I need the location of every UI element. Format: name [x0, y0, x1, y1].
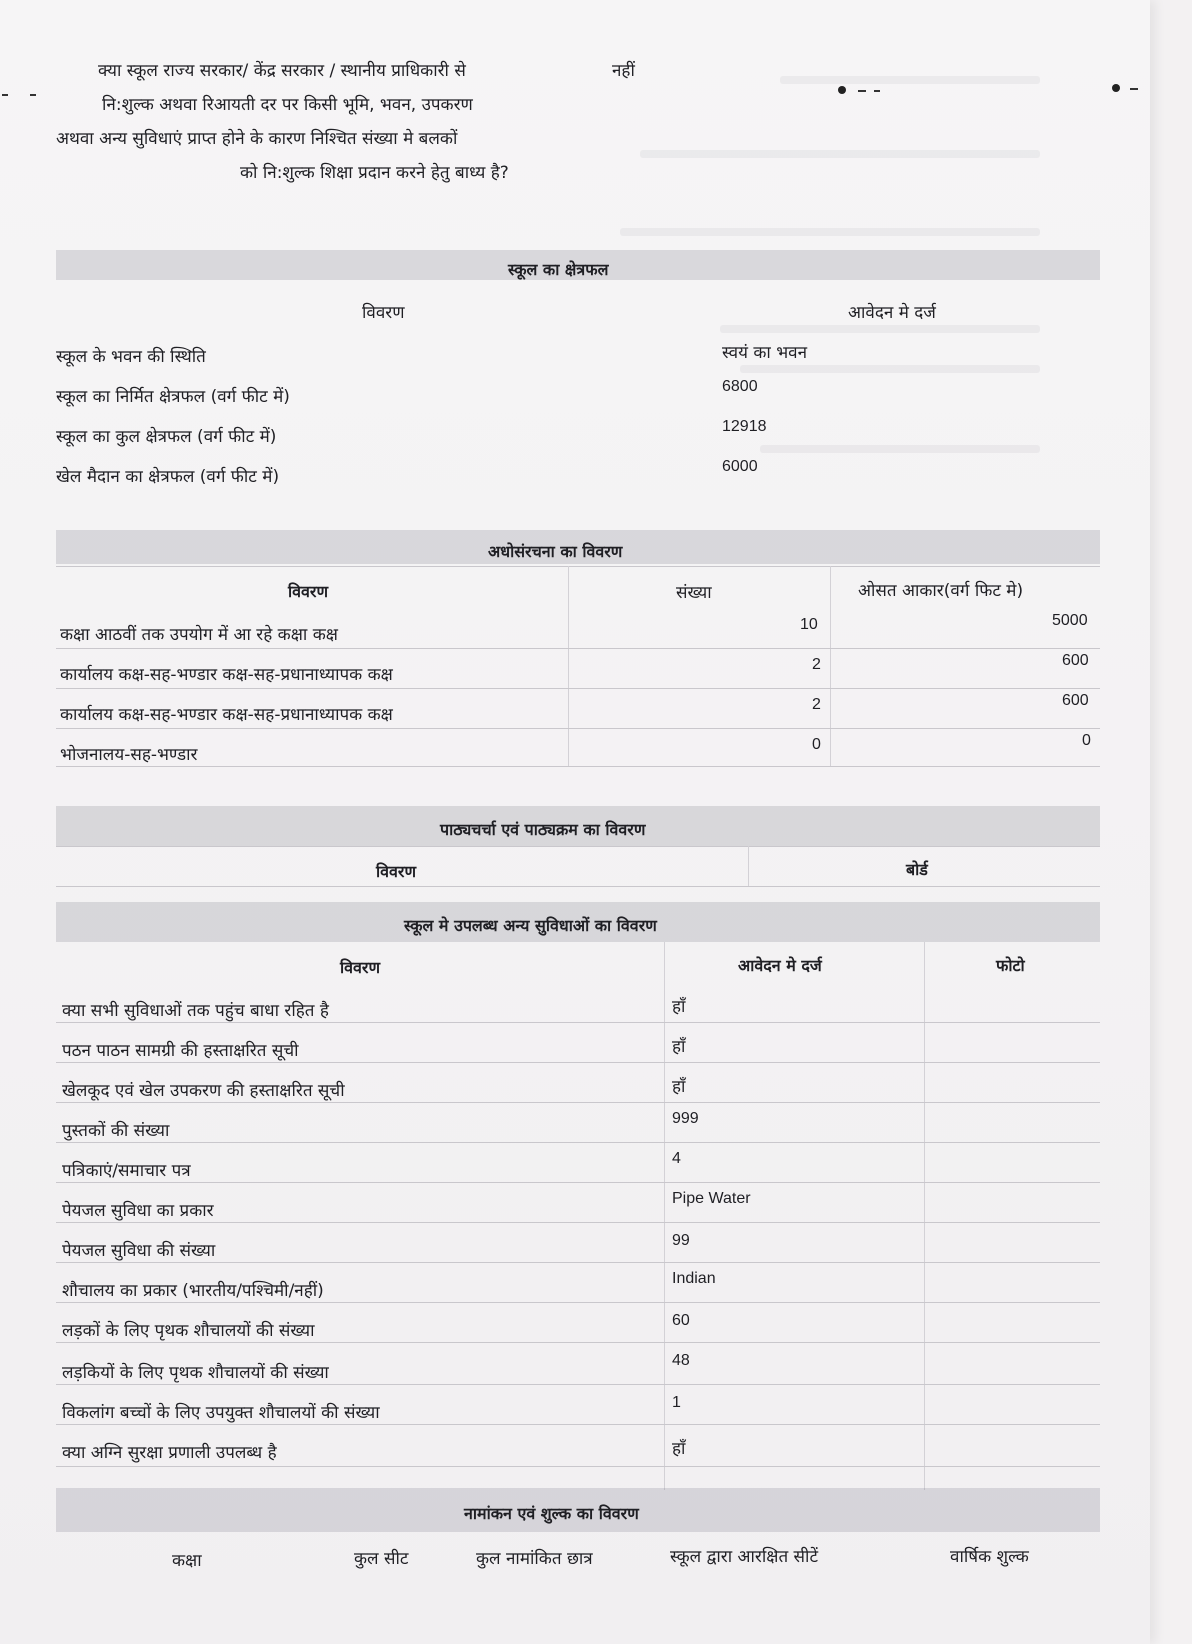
ink-speck	[838, 86, 846, 94]
infrastructure-col-count: संख्या	[676, 583, 712, 603]
ink-speck	[1112, 84, 1120, 92]
facility-value: हाँ	[672, 997, 686, 1017]
table-rule	[56, 1262, 1100, 1263]
table-rule	[56, 1384, 1100, 1385]
table-rule	[56, 1102, 1100, 1103]
bleed-through-mark	[640, 150, 1040, 158]
table-rule	[56, 1302, 1100, 1303]
enrollment-col-enrolled: कुल नामांकित छात्र	[476, 1549, 593, 1569]
ink-speck	[874, 90, 880, 92]
ink-speck	[2, 94, 8, 96]
question-line-4: को नि:शुल्क शिक्षा प्रदान करने हेतु बाध्य है?	[240, 163, 509, 183]
table-rule	[56, 728, 1100, 729]
school-area-value: 12918	[722, 418, 767, 435]
facilities-col-value: आवेदन मे दर्ज	[738, 956, 822, 975]
facility-label: पत्रिकाएं/समाचार पत्र	[62, 1161, 191, 1181]
table-rule	[56, 766, 1100, 767]
table-rule	[56, 1142, 1100, 1143]
facilities-title: स्कूल मे उपलब्ध अन्य सुविधाओं का विवरण	[404, 916, 657, 935]
table-rule	[56, 1182, 1100, 1183]
infrastructure-title: अधोसंरचना का विवरण	[488, 542, 623, 561]
school-area-label: स्कूल का निर्मित क्षेत्रफल (वर्ग फीट में)	[56, 387, 290, 407]
table-column-rule	[830, 566, 831, 766]
bleed-through-mark	[780, 76, 1040, 84]
table-rule	[56, 648, 1100, 649]
infrastructure-row-size: 0	[1082, 732, 1091, 749]
curriculum-col-description: विवरण	[376, 862, 417, 881]
infrastructure-row-count: 2	[812, 696, 821, 713]
facility-value: 4	[672, 1150, 681, 1167]
facility-value: Indian	[672, 1270, 716, 1287]
enrollment-col-reserved: स्कूल द्वारा आरक्षित सीटें	[670, 1547, 819, 1567]
school-area-value: 6000	[722, 458, 758, 475]
ink-speck	[858, 90, 866, 92]
bleed-through-mark	[760, 445, 1040, 453]
infrastructure-row-size: 600	[1062, 692, 1089, 709]
infrastructure-col-description: विवरण	[288, 582, 329, 601]
school-area-col-value: आवेदन मे दर्ज	[848, 303, 936, 323]
bleed-through-mark	[620, 228, 1040, 236]
question-line-1: क्या स्कूल राज्य सरकार/ केंद्र सरकार / स्थानीय प्राधिकारी से	[98, 61, 466, 81]
infrastructure-row-label: कार्यालय कक्ष-सह-भण्डार कक्ष-सह-प्रधानाध्यापक कक्ष	[60, 705, 393, 725]
table-column-rule	[924, 942, 925, 1490]
table-rule	[56, 846, 1100, 847]
school-area-value: 6800	[722, 378, 758, 395]
table-rule	[56, 1342, 1100, 1343]
facility-label: पुस्तकों की संख्या	[62, 1121, 170, 1141]
facility-value: 60	[672, 1312, 690, 1329]
enrollment-title: नामांकन एवं शुल्क का विवरण	[464, 1504, 639, 1523]
facility-label: पठन पाठन सामग्री की हस्ताक्षरित सूची	[62, 1041, 299, 1061]
facility-label: शौचालय का प्रकार (भारतीय/पश्चिमी/नहीं)	[62, 1281, 324, 1301]
table-rule	[56, 1424, 1100, 1425]
facility-value: 999	[672, 1110, 699, 1127]
table-rule	[56, 1062, 1100, 1063]
bleed-through-mark	[740, 365, 1040, 373]
enrollment-col-fee: वार्षिक शुल्क	[950, 1547, 1029, 1567]
infrastructure-row-label: कार्यालय कक्ष-सह-भण्डार कक्ष-सह-प्रधानाध्यापक कक्ष	[60, 665, 393, 685]
facility-label: विकलांग बच्चों के लिए उपयुक्त शौचालयों की संख्या	[62, 1403, 380, 1423]
infrastructure-row-label: कक्षा आठवीं तक उपयोग में आ रहे कक्षा कक्ष	[60, 625, 338, 645]
facilities-col-photo: फोटो	[996, 956, 1025, 975]
table-column-rule	[748, 846, 749, 886]
table-column-rule	[568, 566, 569, 766]
school-area-col-description: विवरण	[362, 303, 405, 323]
table-column-rule	[664, 942, 665, 1490]
facilities-col-description: विवरण	[340, 958, 381, 977]
table-rule	[56, 1022, 1100, 1023]
table-rule	[56, 1222, 1100, 1223]
school-area-title: स्कूल का क्षेत्रफल	[508, 260, 609, 279]
curriculum-col-board: बोर्ड	[906, 860, 928, 879]
ink-speck	[30, 94, 36, 96]
table-rule	[56, 688, 1100, 689]
infrastructure-row-label: भोजनालय-सह-भण्डार	[60, 745, 198, 765]
facility-label: लड़कियों के लिए पृथक शौचालयों की संख्या	[62, 1363, 329, 1383]
facility-value: 99	[672, 1232, 690, 1249]
infrastructure-row-count: 2	[812, 656, 821, 673]
facility-value: 48	[672, 1352, 690, 1369]
ink-speck	[1130, 88, 1138, 90]
facility-label: पेयजल सुविधा की संख्या	[62, 1241, 216, 1261]
curriculum-title: पाठ्यचर्चा एवं पाठ्यक्रम का विवरण	[440, 820, 646, 839]
bleed-through-mark	[720, 325, 1040, 333]
facility-label: क्या अग्नि सुरक्षा प्रणाली उपलब्ध है	[62, 1443, 277, 1463]
infrastructure-row-size: 5000	[1052, 612, 1088, 629]
question-line-2: नि:शुल्क अथवा रिआयती दर पर किसी भूमि, भवन, उपकरण	[102, 95, 473, 115]
facility-label: लड़कों के लिए पृथक शौचालयों की संख्या	[62, 1321, 315, 1341]
school-area-value: स्वयं का भवन	[722, 343, 808, 363]
question-answer: नहीं	[612, 61, 635, 81]
facility-label: पेयजल सुविधा का प्रकार	[62, 1201, 214, 1221]
facility-value: हाँ	[672, 1037, 686, 1057]
school-area-label: स्कूल के भवन की स्थिति	[56, 347, 206, 367]
infrastructure-row-count: 0	[812, 736, 821, 753]
facility-value: हाँ	[672, 1439, 686, 1459]
school-area-label: स्कूल का कुल क्षेत्रफल (वर्ग फीट में)	[56, 427, 277, 447]
table-rule	[56, 1466, 1100, 1467]
table-rule	[56, 566, 1100, 567]
question-line-3: अथवा अन्य सुविधाएं प्राप्त होने के कारण निश्चित संख्या मे बलकों	[56, 129, 458, 149]
school-area-label: खेल मैदान का क्षेत्रफल (वर्ग फीट में)	[56, 467, 280, 487]
infrastructure-row-count: 10	[800, 616, 818, 633]
enrollment-col-total-seats: कुल सीट	[354, 1549, 409, 1569]
infrastructure-col-size: ओसत आकार(वर्ग फिट मे)	[858, 581, 1024, 601]
infrastructure-row-size: 600	[1062, 652, 1089, 669]
table-rule	[56, 886, 1100, 887]
facility-value: Pipe Water	[672, 1190, 751, 1207]
facility-label: क्या सभी सुविधाओं तक पहुंच बाधा रहित है	[62, 1001, 329, 1021]
facility-label: खेलकूद एवं खेल उपकरण की हस्ताक्षरित सूची	[62, 1081, 345, 1101]
enrollment-col-class: कक्षा	[172, 1551, 202, 1571]
facility-value: हाँ	[672, 1077, 686, 1097]
facility-value: 1	[672, 1394, 681, 1411]
